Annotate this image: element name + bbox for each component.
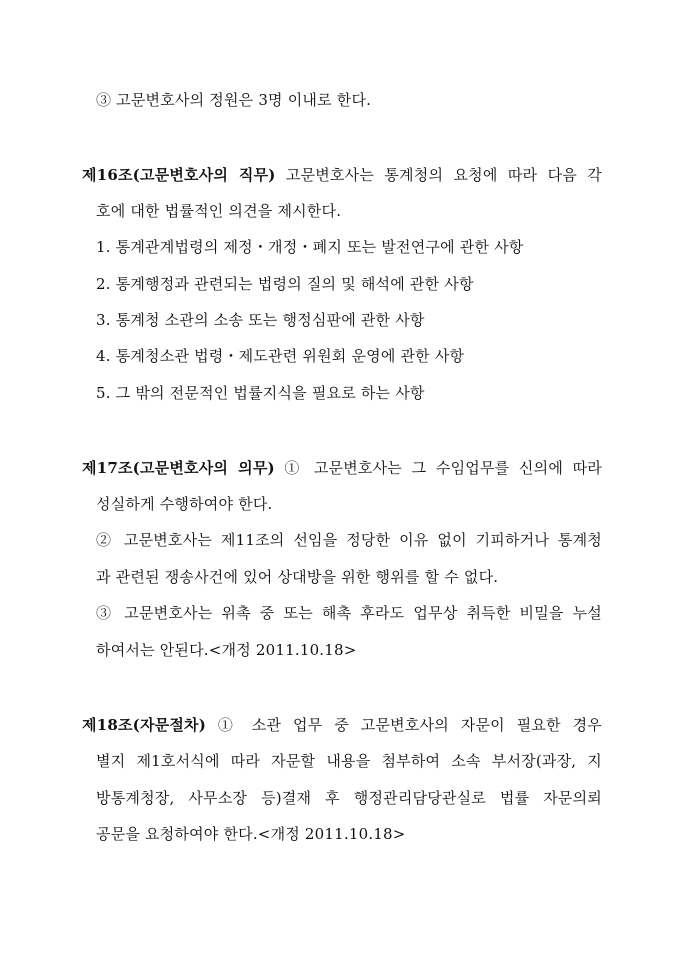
- article-17-line-4: 과 관련된 쟁송사건에 있어 상대방을 위한 행위를 할 수 없다.: [96, 568, 499, 586]
- article-17-line-2: 성실하게 수행하여야 한다.: [96, 495, 273, 513]
- article-18-heading: 제18조(자문절차): [82, 716, 207, 734]
- article-17-line-5: ③ 고문변호사는 위촉 중 또는 해촉 후라도 업무상 취득한 비밀을 누설: [96, 604, 602, 622]
- article-18-line-1: [82, 715, 602, 735]
- article-16-line-2: 호에 대한 법률적인 의견을 제시한다.: [96, 202, 342, 220]
- article-16-line-1: [82, 165, 602, 185]
- article-17-line-6: 하여서는 안된다.<개정 2011.10.18>: [96, 641, 357, 659]
- paragraph-clause-3-quota: ③ 고문변호사의 정원은 3명 이내로 한다.: [96, 91, 372, 109]
- article-17-line-3: ② 고문변호사는 제11조의 선임을 정당한 이유 없이 기피하거나 통계청: [96, 531, 602, 549]
- article-16-item-5: 5. 그 밖의 전문적인 법률지식을 필요로 하는 사항: [96, 384, 425, 402]
- article-16-text: 고문변호사는 통계청의 요청에 따라 다음 각: [275, 166, 602, 184]
- article-18-line-4: 공문을 요청하여야 한다.<개정 2011.10.18>: [96, 825, 406, 843]
- article-16-item-2: 2. 통계행정과 관련되는 법령의 질의 및 해석에 관한 사항: [96, 275, 474, 293]
- article-18-text: ① 소관 업무 중 고문변호사의 자문이 필요한 경우: [206, 716, 602, 734]
- article-16-item-3: 3. 통계청 소관의 소송 또는 행정심판에 관한 사항: [96, 311, 425, 329]
- article-17-line-1: [82, 458, 602, 478]
- article-18-line-2: 별지 제1호서식에 따라 자문할 내용을 첨부하여 소속 부서장(과장, 지: [96, 752, 602, 770]
- article-16-item-1: 1. 통계관계법령의 제정・개정・폐지 또는 발전연구에 관한 사항: [96, 238, 524, 256]
- article-18-line-3: 방통계청장, 사무소장 등)결재 후 행정관리담당관실로 법률 자문의뢰: [96, 789, 602, 807]
- article-16-heading: 제16조(고문변호사의 직무): [82, 166, 276, 184]
- article-17-heading: 제17조(고문변호사의 의무): [82, 459, 275, 477]
- article-16-item-4: 4. 통계청소관 법령・제도관련 위원회 운영에 관한 사항: [96, 347, 465, 365]
- article-17-text: ① 고문변호사는 그 수임업무를 신의에 따라: [274, 459, 602, 477]
